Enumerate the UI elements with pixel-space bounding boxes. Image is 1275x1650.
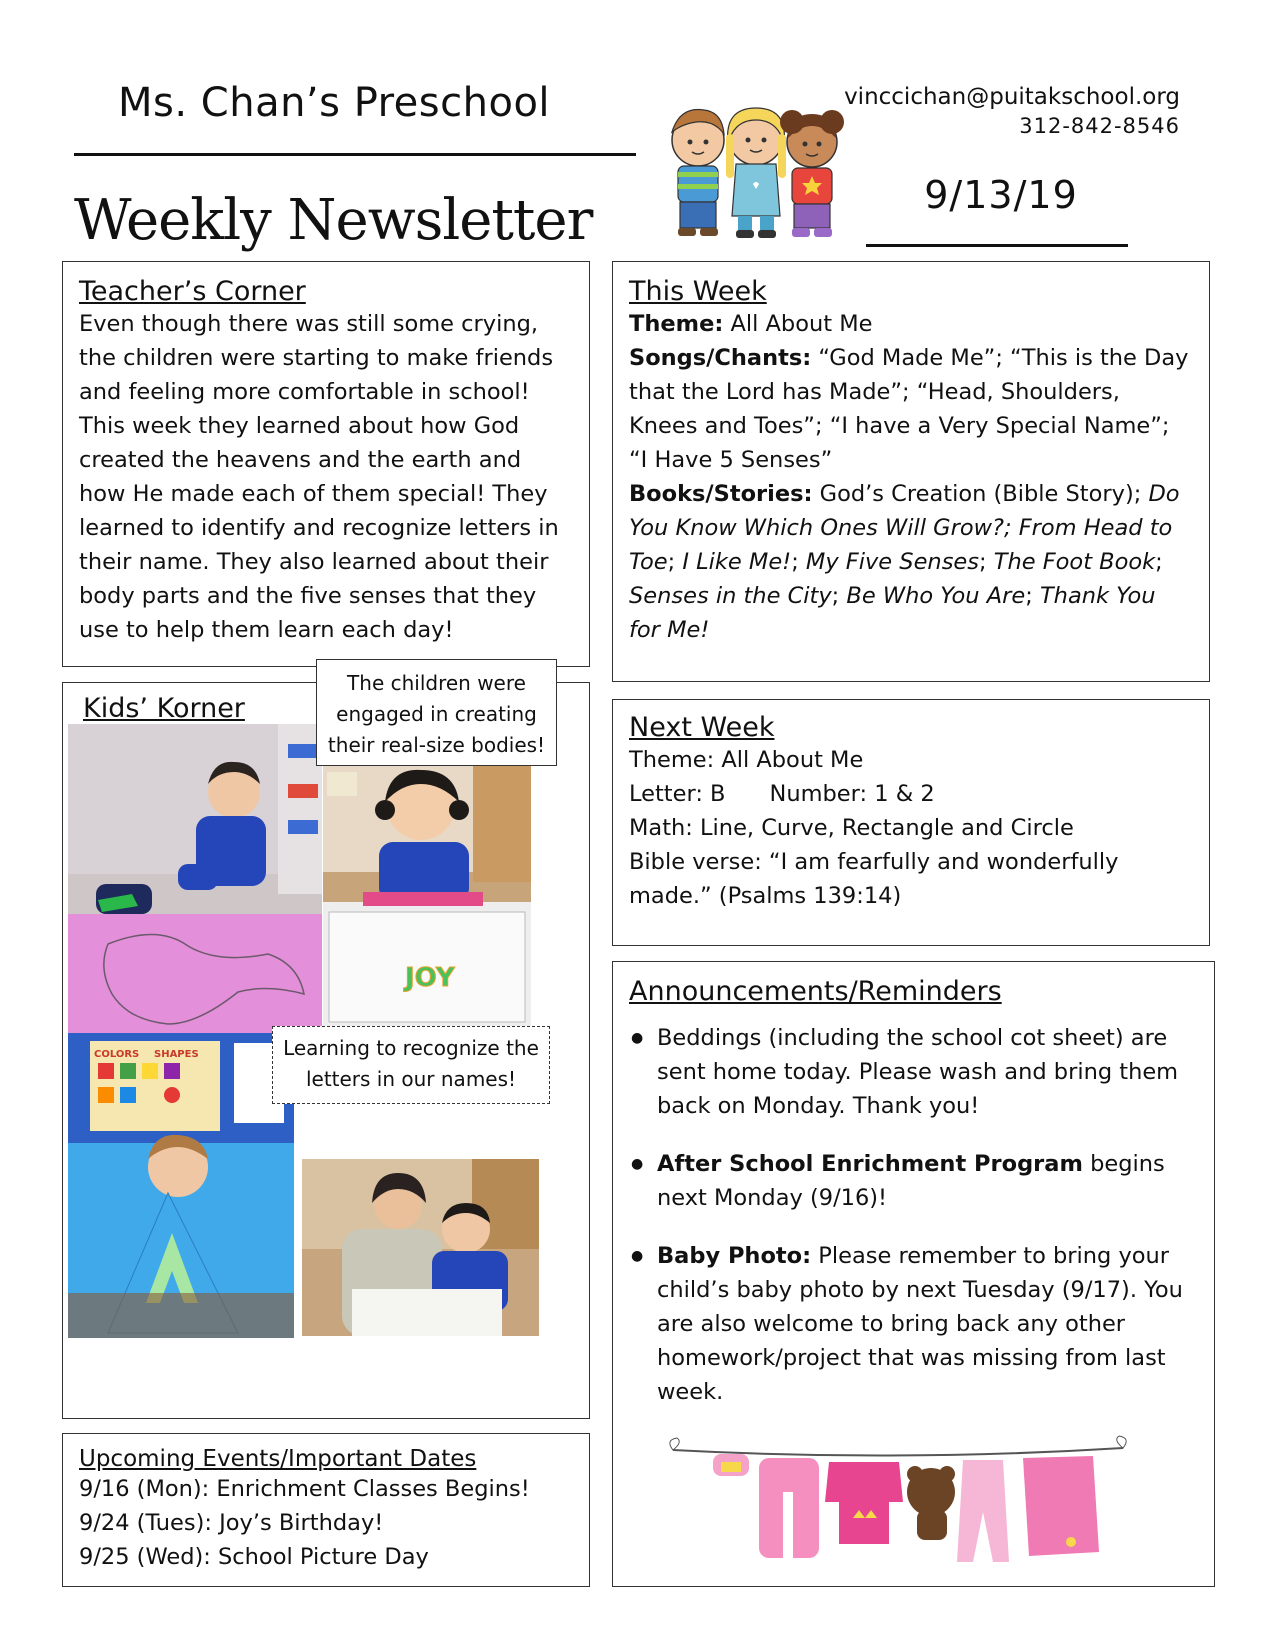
event-item: 9/16 (Mon): Enrichment Classes Begins! (79, 1476, 530, 1502)
teachers-corner-heading: Teacher’s Corner (79, 276, 306, 307)
books-label: Books/Stories: (629, 481, 813, 507)
next-week-bible-verse: Bible verse: “I am fearfully and wonderfully made.” (Psalms 139:14) (629, 849, 1119, 909)
joy-magnets: JOY (405, 963, 455, 993)
baby-clothesline-illustration (663, 1432, 1133, 1572)
events-heading: Upcoming Events/Important Dates (79, 1446, 477, 1472)
announcement-item: ● Baby Photo: Please remember to bring your child’s baby photo by next Tuesday (9/17). You are also welcome to bring back any other homework/project that was missing from last week. (629, 1239, 1198, 1409)
teachers-corner-body: Even though there was still some crying, the children were starting to make friends and feeling more comfortable in school! This week they learned about how God created the heavens and the earth and how He made each of them special! They learned to identify and recognize letters in their name. They also learned about their body parts and the five senses that they use to help them learn each day! (79, 311, 559, 643)
book-title: Be Who You Are (846, 583, 1026, 609)
poster-shapes-text: SHAPES (154, 1049, 199, 1060)
header-rule (74, 153, 636, 156)
next-week-theme: Theme: All About Me (629, 747, 864, 773)
caption-letters: Learning to recognize the letters in our names! (272, 1026, 550, 1104)
theme-label: Theme: (629, 311, 724, 337)
teachers-corner-box (62, 261, 590, 667)
book-title: The Foot Book (993, 549, 1156, 575)
announcements-box (612, 961, 1215, 1587)
photo-boy-pink-paper (68, 724, 322, 1060)
next-week-letter: Letter: B (629, 781, 726, 807)
announcements-list (629, 1021, 1198, 1409)
next-week-box (612, 699, 1210, 946)
three-kids-illustration (660, 98, 850, 248)
book-title: My Five Senses (805, 549, 979, 575)
book-title: Thank You for Me! (629, 583, 1156, 643)
this-week-box (612, 261, 1210, 682)
event-item: 9/24 (Tues): Joy’s Birthday! (79, 1510, 384, 1536)
this-week-theme (629, 307, 1193, 341)
this-week-songs (629, 341, 1193, 477)
announcement-item: ● After School Enrichment Program begins next Monday (9/16)! (629, 1147, 1198, 1215)
newsletter-title: Weekly Newsletter (74, 188, 593, 253)
announcements-heading: Announcements/Reminders (629, 976, 1002, 1007)
book-title: Senses in the City (629, 583, 832, 609)
theme-value: All About Me (723, 311, 873, 337)
boy-figure (672, 109, 724, 236)
caption-bodies: The children were engaged in creating their real-size bodies! (316, 659, 557, 766)
poster-colors-text: COLORS (94, 1049, 140, 1060)
events-box (62, 1433, 590, 1587)
next-week-heading: Next Week (629, 712, 775, 743)
phone-number: 312-842-8546 (1019, 114, 1180, 138)
girl-blonde-figure (726, 108, 786, 238)
next-week-number: Number: 1 & 2 (769, 781, 935, 807)
photo-teacher-toddler (302, 1159, 539, 1336)
book-title: Do You Know Which Ones Will Grow?; From Head to Toe (629, 481, 1180, 575)
book-title: I Like Me! (682, 549, 792, 575)
songs-value: “God Made Me”; “This is the Day that the Lord has Made”; “Head, Shoulders, Knees and Toes”; “I have a Very Special Name”; “I Have 5 Senses” (629, 345, 1189, 473)
date-rule (866, 244, 1128, 247)
next-week-letter-number (629, 777, 1193, 811)
email-link[interactable]: vinccichan@puitakschool.org (844, 84, 1180, 110)
kids-korner-box (62, 671, 590, 1419)
books-intro: God’s Creation (Bible Story); (812, 481, 1149, 507)
newsletter-date: 9/13/19 (924, 173, 1078, 217)
next-week-math: Math: Line, Curve, Rectangle and Circle (629, 815, 1074, 841)
photo-boy-letter-a (68, 1033, 294, 1338)
this-week-heading: This Week (629, 276, 767, 307)
school-name: Ms. Chan’s Preschool (118, 80, 551, 126)
songs-label: Songs/Chants: (629, 345, 812, 371)
this-week-books: Books/Stories: God’s Creation (Bible Story); Do You Know Which Ones Will Grow?; From Head to Toe; I Like Me!; My Five Senses; The Foot Book; Senses in the City; Be Who You Are; Thank You for Me! (629, 481, 1180, 643)
event-item: 9/25 (Wed): School Picture Day (79, 1544, 429, 1570)
photo-girl-joy (323, 762, 531, 1026)
announcement-item: ● Beddings (including the school cot sheet) are sent home today. Please wash and bring them back on Monday. Thank you! (629, 1021, 1198, 1123)
kids-korner-heading: Kids’ Korner (83, 693, 245, 724)
girl-brown-figure (780, 110, 844, 237)
